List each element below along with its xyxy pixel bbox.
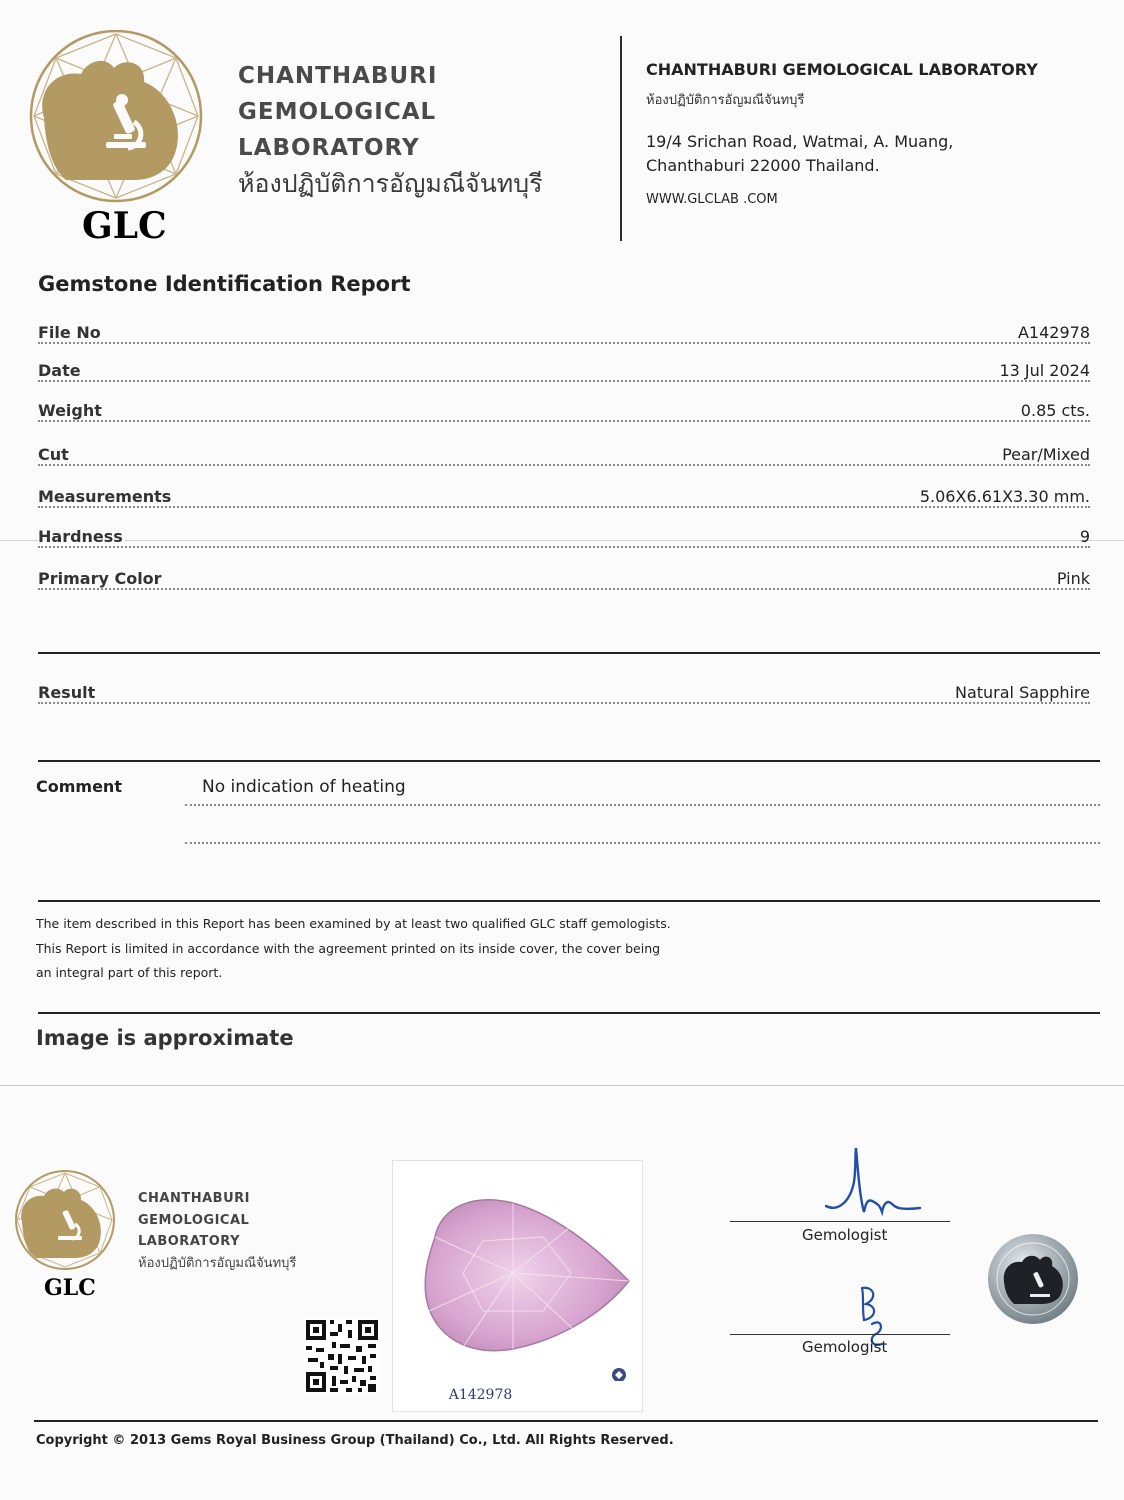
field-label: Measurements <box>38 487 172 506</box>
field-label: Hardness <box>38 527 123 546</box>
disclaimer <box>36 912 756 986</box>
qr-code-icon <box>304 1318 380 1394</box>
comment-line <box>185 842 1100 844</box>
field-label: Date <box>38 361 81 380</box>
section-divider <box>38 652 1100 654</box>
hologram-seal <box>986 1232 1080 1326</box>
disclaimer-line: This Report is limited in accordance with the agreement printed on its inside cover, the cover being <box>36 940 661 956</box>
field-row-weight <box>38 394 1090 424</box>
field-value: 13 Jul 2024 <box>999 361 1090 380</box>
copyright: Copyright © 2013 Gems Royal Business Group (Thailand) Co., Ltd. All Rights Reserved. <box>36 1433 674 1448</box>
card-lab-name-thai: ห้องปฏิบัติการอัญมณีจันทบุรี <box>138 1255 297 1271</box>
card-lab-name-line: LABORATORY <box>138 1234 240 1249</box>
hologram-seal-icon <box>986 1232 1080 1326</box>
comment-label: Comment <box>36 777 122 796</box>
comment-value: No indication of heating <box>202 777 406 797</box>
signature-line <box>730 1334 950 1335</box>
stone-code: A142978 <box>448 1387 513 1403</box>
pear-sapphire-icon <box>393 1161 642 1381</box>
section-divider <box>38 1012 1100 1014</box>
lab-name-line: GEMOLOGICAL <box>238 99 437 125</box>
svg-text:GLC: GLC <box>44 1275 96 1301</box>
section-divider <box>38 900 1100 902</box>
field-value: Pear/Mixed <box>1002 445 1090 464</box>
lab-name-block <box>238 58 543 202</box>
field-row-measurements <box>38 480 1090 510</box>
lab-name-line: CHANTHABURI <box>238 63 438 89</box>
address-thai: ห้องปฏิบัติการอัญมณีจันทบุรี <box>646 93 805 108</box>
field-value: Pink <box>1056 569 1090 588</box>
field-value: 5.06X6.61X3.30 mm. <box>919 487 1090 506</box>
footer-divider <box>34 1420 1098 1422</box>
signature-icon <box>820 1142 930 1222</box>
svg-text:GLC: GLC <box>82 205 167 245</box>
result-label: Result <box>38 683 96 702</box>
report-title: Gemstone Identification Report <box>38 272 411 296</box>
lab-name-line: LABORATORY <box>238 135 420 161</box>
website-link[interactable]: WWW.GLCLAB .COM <box>646 192 778 207</box>
field-label: Primary Color <box>38 569 162 588</box>
field-value: 9 <box>1079 527 1090 546</box>
disclaimer-line: an integral part of this report. <box>36 965 223 980</box>
card-lab-name-line: CHANTHABURI <box>138 1191 250 1206</box>
field-label: File No <box>38 323 101 342</box>
field-row-hardness <box>38 520 1090 550</box>
disclaimer-line: The item described in this Report has been examined by at least two qualified GLC staff gemologists. <box>36 916 671 931</box>
lab-name-thai: ห้องปฏิบัติการอัญมณีจันทบุรี <box>238 169 543 198</box>
signer-title: Gemologist <box>802 1226 888 1244</box>
lab-logo <box>26 30 208 245</box>
field-row-primary-color <box>38 562 1090 592</box>
comment-line <box>185 804 1100 806</box>
field-value: 0.85 cts. <box>1020 401 1090 420</box>
image-note: Image is approximate <box>36 1026 294 1050</box>
card-lab-name-line: GEMOLOGICAL <box>138 1212 250 1228</box>
card-logo <box>12 1170 122 1305</box>
lab-address-block <box>646 60 1106 207</box>
gem-rabbit-emblem-icon <box>26 30 208 245</box>
field-value: A142978 <box>1017 323 1090 342</box>
field-row-cut <box>38 438 1090 468</box>
address-line: Chanthaburi 22000 Thailand. <box>646 156 880 175</box>
result-value: Natural Sapphire <box>954 683 1090 702</box>
card-lab-name <box>138 1188 296 1274</box>
section-divider <box>38 760 1100 762</box>
header-divider <box>620 36 622 241</box>
field-row-date <box>38 354 1090 384</box>
gem-rabbit-emblem-icon <box>12 1170 122 1305</box>
address-line: 19/4 Srichan Road, Watmai, A. Muang, <box>646 132 954 151</box>
result-row <box>38 676 1090 706</box>
address-title: CHANTHABURI GEMOLOGICAL LABORATORY <box>646 60 1038 79</box>
qr-code[interactable] <box>304 1318 380 1394</box>
signature-1 <box>820 1142 930 1222</box>
field-label: Cut <box>38 445 69 464</box>
field-row-file-no <box>38 316 1090 346</box>
signer-title: Gemologist <box>802 1338 888 1356</box>
signature-line <box>730 1221 950 1222</box>
gemstone-photo <box>392 1160 643 1412</box>
field-label: Weight <box>38 401 102 420</box>
